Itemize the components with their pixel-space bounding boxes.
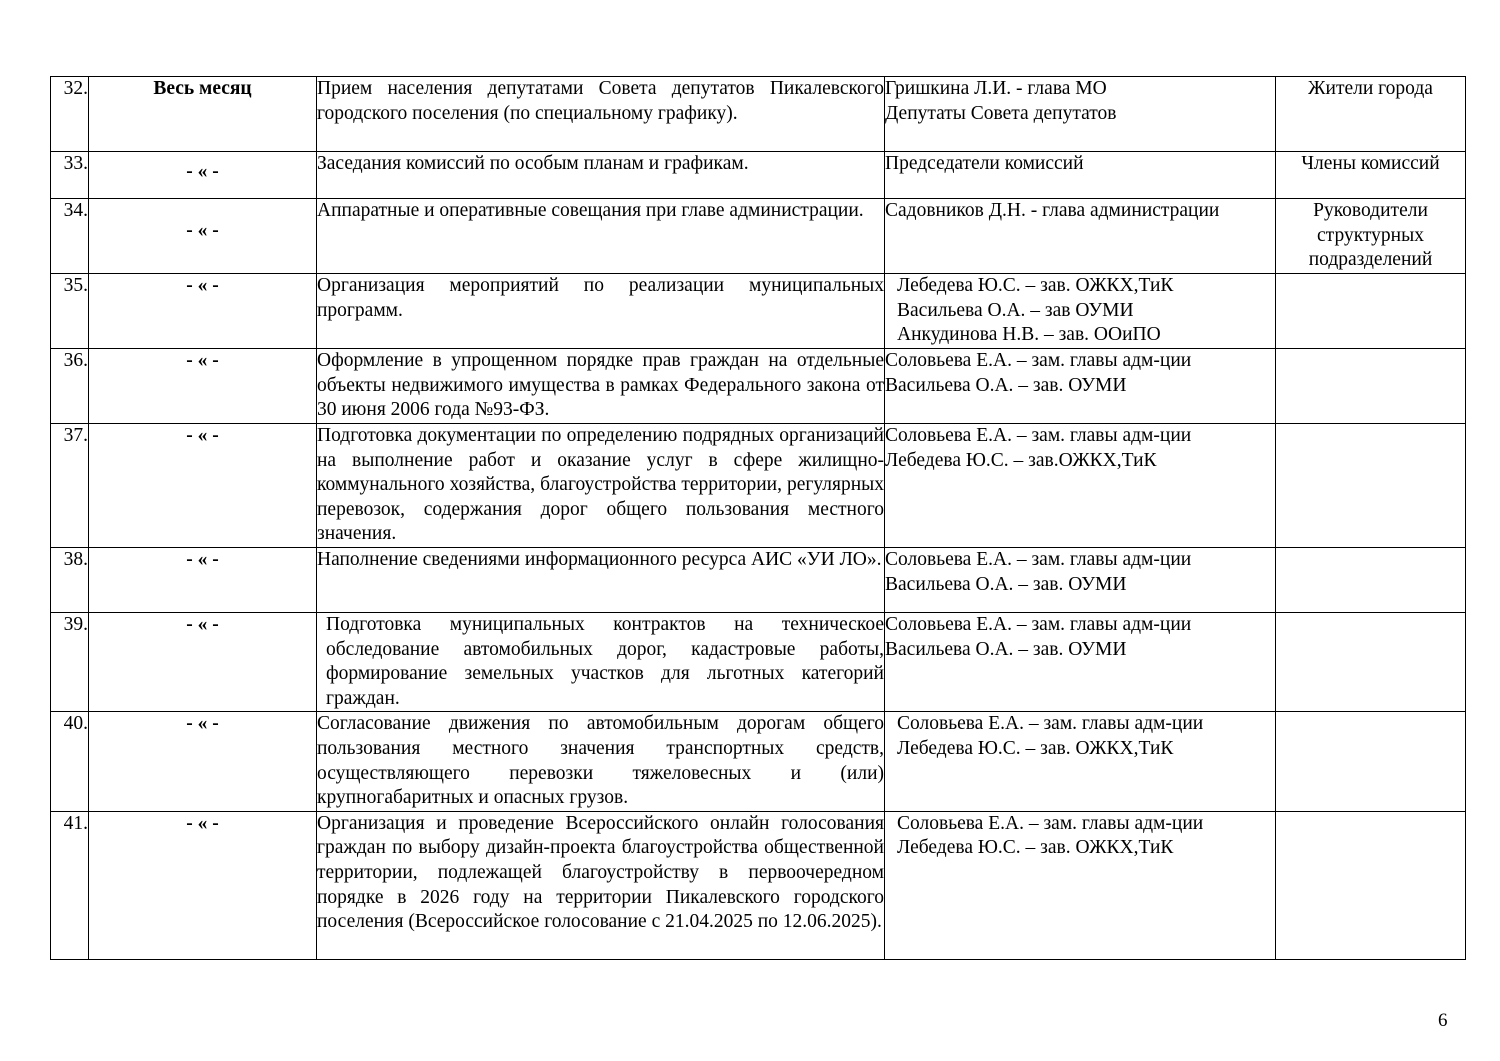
row-number: 33. [51, 152, 89, 199]
responsible-person: Анкудинова Н.В. – зав. ООиПО [897, 324, 1161, 346]
responsible-person: Соловьева Е.А. – зам. главы адм-ции [885, 549, 1192, 570]
row-event: Наполнение сведениями информационного ресурса АИС «УИ ЛО». [317, 548, 885, 613]
row-number: 34. [51, 199, 89, 274]
responsible-person: Садовников Д.Н. - глава администрации [885, 200, 1220, 221]
row-participants [1276, 349, 1466, 424]
page-number: 6 [1438, 1010, 1448, 1031]
responsible-person: Лебедева Ю.С. – зав.ОЖКХ,ТиК [885, 449, 1157, 471]
responsible-person: Соловьева Е.А. – зам. главы адм-ции [885, 425, 1192, 446]
row-participants: Руководители структурных подразделений [1276, 199, 1466, 274]
table-row [51, 349, 1466, 424]
row-period: Весь месяц [89, 77, 317, 152]
table-row [51, 274, 1466, 349]
row-participants [1276, 613, 1466, 712]
row-event: Организация и проведение Всероссийского онлайн голосования граждан по выбору дизайн-проекта благоустройства общественной территории, подлежащей благоустройству в первоочередном порядке в 2026 году на территории Пикалевского городского поселения (Всероссийское голосование с 21.04.2025 по 12.06.2025). [317, 811, 885, 959]
table-row [51, 424, 1466, 548]
responsible-person: Васильева О.А. – зав ОУМИ [897, 299, 1134, 321]
row-period: - « - [89, 548, 317, 613]
row-responsible [885, 613, 1276, 712]
row-period: - « - [89, 424, 317, 548]
row-period: - « - [89, 811, 317, 959]
row-responsible [885, 548, 1276, 613]
row-responsible [885, 349, 1276, 424]
row-responsible [885, 424, 1276, 548]
row-number: 39. [51, 613, 89, 712]
responsible-person: Лебедева Ю.С. – зав. ОЖКХ,ТиК [897, 275, 1174, 296]
responsible-person: Васильева О.А. – зав. ОУМИ [885, 573, 1127, 595]
row-participants: Члены комиссий [1276, 152, 1466, 199]
row-participants: Жители города [1276, 77, 1466, 152]
table-row [51, 811, 1466, 959]
responsible-person: Соловьева Е.А. – зам. главы адм-ции [897, 812, 1204, 834]
responsible-person: Соловьева Е.А. – зам. главы адм-ции [897, 713, 1204, 735]
table-row [51, 152, 1466, 199]
responsible-person: Лебедева Ю.С. – зав. ОЖКХ,ТиК [897, 837, 1174, 859]
row-event: Организация мероприятий по реализации муниципальных программ. [317, 274, 885, 349]
responsible-person: Васильева О.А. – зав. ОУМИ [885, 638, 1127, 660]
row-period: - « - [89, 274, 317, 349]
row-responsible [885, 152, 1276, 199]
row-period: - « - [89, 152, 317, 199]
row-number: 35. [51, 274, 89, 349]
responsible-person: Соловьева Е.А. – зам. главы адм-ции [885, 350, 1192, 371]
row-event: Подготовка документации по определению подрядных организаций на выполнение работ и оказание услуг в сфере жилищно-коммунального хозяйства, благоустройства территории, регулярных перевозок, содержания дорог общего пользования местного значения. [317, 424, 885, 548]
row-participants [1276, 712, 1466, 811]
table-row [51, 613, 1466, 712]
responsible-person: Соловьева Е.А. – зам. главы адм-ции [885, 614, 1192, 635]
row-number: 38. [51, 548, 89, 613]
row-event: Прием населения депутатами Совета депутатов Пикалевского городского поселения (по специальному графику). [317, 77, 885, 152]
row-event: Заседания комиссий по особым планам и графикам. [317, 152, 885, 199]
row-participants [1276, 424, 1466, 548]
row-number: 41. [51, 811, 89, 959]
row-number: 40. [51, 712, 89, 811]
row-responsible [885, 274, 1276, 349]
events-plan-table [50, 76, 1466, 960]
row-participants [1276, 811, 1466, 959]
responsible-person: Гришкина Л.И. - глава МО [885, 78, 1107, 99]
row-participants [1276, 274, 1466, 349]
row-event: Оформление в упрощенном порядке прав граждан на отдельные объекты недвижимого имущества в рамках Федерального закона от 30 июня 2006 года №93-ФЗ. [317, 349, 885, 424]
row-number: 36. [51, 349, 89, 424]
row-period: - « - [89, 613, 317, 712]
table-row [51, 199, 1466, 274]
responsible-person: Председатели комиссий [885, 153, 1084, 174]
row-responsible [885, 811, 1276, 959]
row-event: Согласование движения по автомобильным дорогам общего пользования местного значения транспортных средств, осуществляющего перевозки тяжеловесных и (или) крупногабаритных и опасных грузов. [317, 712, 885, 811]
row-period: - « - [89, 199, 317, 274]
responsible-person: Депутаты Совета депутатов [885, 102, 1117, 124]
row-number: 37. [51, 424, 89, 548]
row-participants [1276, 548, 1466, 613]
table-row [51, 77, 1466, 152]
table-row [51, 712, 1466, 811]
row-event: Подготовка муниципальных контрактов на техническое обследование автомобильных дорог, кадастровые работы, формирование земельных участков для льготных категорий граждан. [317, 613, 885, 712]
row-number: 32. [51, 77, 89, 152]
row-period: - « - [89, 349, 317, 424]
responsible-person: Васильева О.А. – зав. ОУМИ [885, 374, 1127, 396]
row-responsible [885, 712, 1276, 811]
responsible-person: Лебедева Ю.С. – зав. ОЖКХ,ТиК [897, 737, 1174, 759]
row-event: Аппаратные и оперативные совещания при главе администрации. [317, 199, 885, 274]
row-responsible [885, 77, 1276, 152]
table-row [51, 548, 1466, 613]
row-responsible [885, 199, 1276, 274]
row-period: - « - [89, 712, 317, 811]
